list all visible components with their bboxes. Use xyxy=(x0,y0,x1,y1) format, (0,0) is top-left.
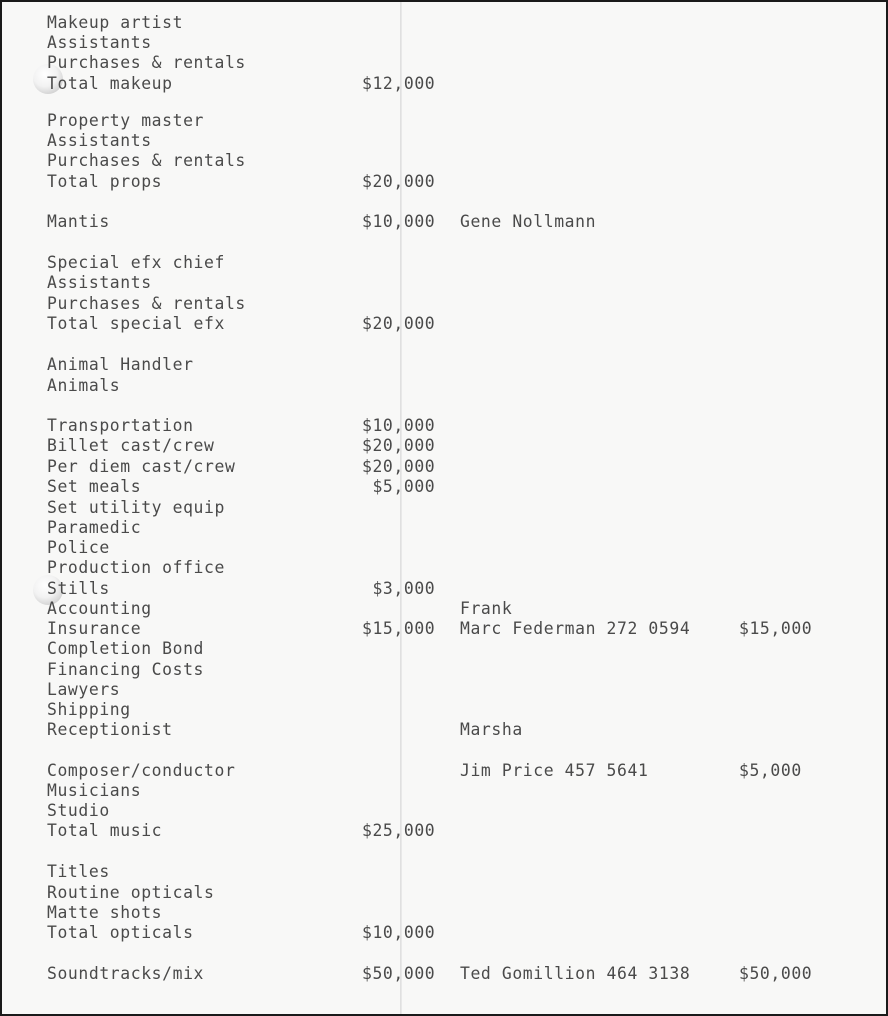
line-item-label: Assistants xyxy=(47,33,152,52)
line-item-amount: $10,000 xyxy=(362,212,436,231)
line-item-amount: $20,000 xyxy=(362,436,436,455)
line-item-amount: $10,000 xyxy=(362,923,436,942)
line-item-label: Receptionist xyxy=(47,720,173,739)
line-item-row xyxy=(2,558,886,578)
line-item-row xyxy=(2,619,886,639)
line-item-amount: $12,000 xyxy=(362,74,436,93)
line-item-label: Special efx chief xyxy=(47,253,225,272)
line-item-row xyxy=(2,579,886,599)
line-item-label: Matte shots xyxy=(47,903,163,922)
line-item-extra-amount: $50,000 xyxy=(739,964,813,983)
line-item-label: Billet cast/crew xyxy=(47,436,215,455)
line-item-label: Total makeup xyxy=(47,74,173,93)
line-item-row xyxy=(2,436,886,456)
line-item-label: Makeup artist xyxy=(47,13,184,32)
line-item-row xyxy=(2,821,886,841)
line-item-row xyxy=(2,498,886,518)
line-item-label: Purchases & rentals xyxy=(47,151,246,170)
line-item-row xyxy=(2,538,886,558)
line-item-label: Production office xyxy=(47,558,225,577)
line-item-label: Completion Bond xyxy=(47,639,205,658)
line-item-amount: $3,000 xyxy=(362,579,436,598)
line-item-note: Gene Nollmann xyxy=(460,212,597,231)
line-item-label: Lawyers xyxy=(47,680,121,699)
line-item-row xyxy=(2,53,886,73)
line-item-row xyxy=(2,273,886,293)
line-item-amount: $20,000 xyxy=(362,172,436,191)
line-item-row xyxy=(2,639,886,659)
line-item-note: Jim Price 457 5641 xyxy=(460,761,649,780)
line-item-row xyxy=(2,903,886,923)
line-item-label: Soundtracks/mix xyxy=(47,964,205,983)
line-item-label: Set utility equip xyxy=(47,498,225,517)
line-item-row xyxy=(2,212,886,232)
line-item-amount: $15,000 xyxy=(362,619,436,638)
line-item-label: Purchases & rentals xyxy=(47,53,246,72)
line-item-amount: $10,000 xyxy=(362,416,436,435)
line-item-row xyxy=(2,131,886,151)
line-item-row xyxy=(2,294,886,314)
line-item-amount: $20,000 xyxy=(362,314,436,333)
line-item-label: Financing Costs xyxy=(47,660,205,679)
line-item-note: Ted Gomillion 464 3138 xyxy=(460,964,691,983)
line-item-label: Purchases & rentals xyxy=(47,294,246,313)
line-item-row xyxy=(2,801,886,821)
line-item-label: Paramedic xyxy=(47,518,142,537)
line-item-row xyxy=(2,720,886,740)
line-item-label: Routine opticals xyxy=(47,883,215,902)
line-item-amount: $5,000 xyxy=(362,477,436,496)
line-item-label: Titles xyxy=(47,862,110,881)
line-item-row xyxy=(2,416,886,436)
line-item-amount: $20,000 xyxy=(362,457,436,476)
line-item-note: Frank xyxy=(460,599,513,618)
line-item-label: Set meals xyxy=(47,477,142,496)
line-item-row xyxy=(2,355,886,375)
line-item-row xyxy=(2,923,886,943)
line-item-row xyxy=(2,74,886,94)
line-item-row xyxy=(2,761,886,781)
line-item-label: Assistants xyxy=(47,273,152,292)
line-item-row xyxy=(2,457,886,477)
line-item-row xyxy=(2,477,886,497)
line-item-row xyxy=(2,700,886,720)
line-item-row xyxy=(2,111,886,131)
line-item-label: Mantis xyxy=(47,212,110,231)
line-item-label: Total music xyxy=(47,821,163,840)
line-item-row xyxy=(2,599,886,619)
line-item-label: Composer/conductor xyxy=(47,761,236,780)
line-item-label: Police xyxy=(47,538,110,557)
line-item-row xyxy=(2,376,886,396)
line-item-label: Per diem cast/crew xyxy=(47,457,236,476)
line-item-label: Property master xyxy=(47,111,205,130)
line-item-row xyxy=(2,964,886,984)
line-item-label: Insurance xyxy=(47,619,142,638)
line-item-label: Assistants xyxy=(47,131,152,150)
line-item-label: Stills xyxy=(47,579,110,598)
line-item-label: Animals xyxy=(47,376,121,395)
line-item-row xyxy=(2,862,886,882)
line-item-label: Total props xyxy=(47,172,163,191)
line-item-row xyxy=(2,151,886,171)
line-item-note: Marsha xyxy=(460,720,523,739)
line-item-row xyxy=(2,680,886,700)
line-item-amount: $50,000 xyxy=(362,964,436,983)
line-item-label: Accounting xyxy=(47,599,152,618)
line-item-label: Total opticals xyxy=(47,923,194,942)
line-item-extra-amount: $15,000 xyxy=(739,619,813,638)
line-item-row xyxy=(2,883,886,903)
line-item-label: Shipping xyxy=(47,700,131,719)
line-item-row xyxy=(2,172,886,192)
line-item-row xyxy=(2,660,886,680)
line-item-extra-amount: $5,000 xyxy=(739,761,802,780)
line-item-amount: $25,000 xyxy=(362,821,436,840)
line-item-label: Total special efx xyxy=(47,314,225,333)
line-item-row xyxy=(2,781,886,801)
line-item-label: Musicians xyxy=(47,781,142,800)
line-item-row xyxy=(2,253,886,273)
line-item-row xyxy=(2,13,886,33)
line-item-note: Marc Federman 272 0594 xyxy=(460,619,691,638)
line-item-row xyxy=(2,518,886,538)
line-item-row xyxy=(2,314,886,334)
line-item-label: Studio xyxy=(47,801,110,820)
line-item-label: Transportation xyxy=(47,416,194,435)
line-item-label: Animal Handler xyxy=(47,355,194,374)
line-item-row xyxy=(2,33,886,53)
